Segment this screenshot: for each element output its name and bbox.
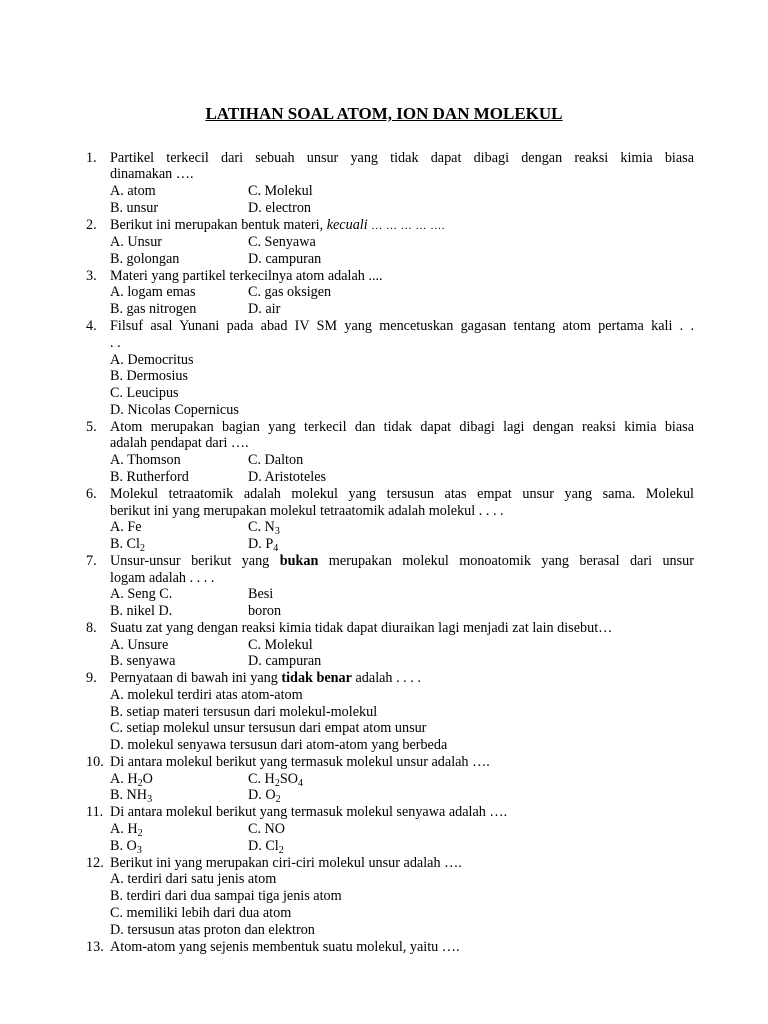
question-text: Pernyataan di bawah ini yang tidak benar adalah . . . . xyxy=(110,670,421,686)
question-number: 7. xyxy=(86,553,97,569)
answer-option: A. molekul terdiri atas atom-atom xyxy=(110,687,303,703)
question-number: 8. xyxy=(86,620,97,636)
answer-option: B. nikel D. xyxy=(110,603,173,619)
answer-option: B. senyawa xyxy=(110,653,176,669)
answer-option: B. setiap materi tersusun dari molekul-molekul xyxy=(110,704,378,720)
answer-option: D. campuran xyxy=(248,653,322,669)
question-text: Molekul tetraatomik adalah molekul yang tersusun atas empat unsur yang sama. Molekul xyxy=(110,486,694,502)
question-number: 3. xyxy=(86,268,97,284)
answer-option: B. $O_3$ xyxy=(110,838,142,856)
question-text: . . xyxy=(110,335,121,351)
answer-option: C. NO xyxy=(248,821,286,837)
answer-option: C. $H_2SO_4$ xyxy=(248,771,303,789)
answer-option: B. $NH_3$ xyxy=(110,787,153,805)
answer-option: A. terdiri dari satu jenis atom xyxy=(110,871,277,887)
page-title: LATIHAN SOAL ATOM, ION DAN MOLEKUL xyxy=(205,104,563,123)
answer-option: A. Unsur xyxy=(110,234,163,250)
answer-option: B. gas nitrogen xyxy=(110,301,197,317)
answer-option: A. $H_2O$ xyxy=(110,771,153,789)
answer-option: Besi xyxy=(248,586,274,602)
answer-option: C. Senyawa xyxy=(248,234,316,250)
question-text: Berikut ini merupakan bentuk materi, kecuali … … … … …. xyxy=(110,217,445,233)
answer-option: C. Leucipus xyxy=(110,385,179,401)
answer-option: B. golongan xyxy=(110,251,180,267)
question-text: Filsuf asal Yunani pada abad IV SM yang mencetuskan gagasan tentang atom pertama kali . . xyxy=(110,318,694,334)
question-text: Berikut ini yang merupakan ciri-ciri molekul unsur adalah …. xyxy=(110,855,462,871)
question-number: 11. xyxy=(86,804,104,820)
answer-option: C. Dalton xyxy=(248,452,304,468)
question-text: dinamakan …. xyxy=(110,166,194,182)
question-number: 5. xyxy=(86,419,97,435)
question-text: berikut ini yang merupakan molekul tetraatomik adalah molekul . . . . xyxy=(110,503,504,519)
answer-option: A. Unsure xyxy=(110,637,169,653)
answer-option: A. logam emas xyxy=(110,284,196,300)
answer-option: D. Aristoteles xyxy=(248,469,327,485)
question-number: 4. xyxy=(86,318,97,334)
answer-option: D. $O_2$ xyxy=(248,787,281,805)
answer-option: A. Seng C. xyxy=(110,586,173,602)
question-text: Partikel terkecil dari sebuah unsur yang tidak dapat dibagi dengan reaksi kimia biasa xyxy=(110,150,694,166)
answer-option: B. $Cl_2$ xyxy=(110,536,145,554)
question-text: Materi yang partikel terkecilnya atom adalah .... xyxy=(110,268,383,284)
answer-option: C. gas oksigen xyxy=(248,284,332,300)
answer-option: A. atom xyxy=(110,183,156,199)
question-text: Atom merupakan bagian yang terkecil dan tidak dapat dibagi lagi dengan reaksi kimia biasa xyxy=(110,419,694,435)
answer-option: D. tersusun atas proton dan elektron xyxy=(110,922,315,938)
answer-option: B. Rutherford xyxy=(110,469,189,485)
answer-option: B. unsur xyxy=(110,200,159,216)
question-text: logam adalah . . . . xyxy=(110,570,215,586)
answer-option: A. Thomson xyxy=(110,452,181,468)
answer-option: B. terdiri dari dua sampai tiga jenis atom xyxy=(110,888,342,904)
question-text: Di antara molekul berikut yang termasuk molekul senyawa adalah …. xyxy=(110,804,508,820)
question-text: adalah pendapat dari …. xyxy=(110,435,249,451)
question-text: Suatu zat yang dengan reaksi kimia tidak dapat diuraikan lagi menjadi zat lain disebut… xyxy=(110,620,613,636)
answer-option: C. setiap molekul unsur tersusun dari empat atom unsur xyxy=(110,720,427,736)
answer-option: C. memiliki lebih dari dua atom xyxy=(110,905,292,921)
answer-option: D. electron xyxy=(248,200,312,216)
answer-option: C. $N_3$ xyxy=(248,519,280,537)
question-number: 1. xyxy=(86,150,97,166)
answer-option: B. Dermosius xyxy=(110,368,189,384)
question-number: 10. xyxy=(86,754,104,770)
answer-option: C. Molekul xyxy=(248,183,313,199)
answer-option: D. $P_4$ xyxy=(248,536,279,554)
question-number: 12. xyxy=(86,855,104,871)
question-number: 13. xyxy=(86,939,104,955)
question-number: 6. xyxy=(86,486,97,502)
question-number: 2. xyxy=(86,217,97,233)
answer-option: D. campuran xyxy=(248,251,322,267)
answer-option: D. $Cl_2$ xyxy=(248,838,284,856)
answer-option: boron xyxy=(248,603,282,619)
answer-option: A. $H_2$ xyxy=(110,821,143,839)
answer-option: D. Nicolas Copernicus xyxy=(110,402,239,418)
answer-option: A. Fe xyxy=(110,519,142,535)
answer-option: D. air xyxy=(248,301,281,317)
answer-option: C. Molekul xyxy=(248,637,313,653)
question-text: Atom-atom yang sejenis membentuk suatu molekul, yaitu …. xyxy=(110,939,460,955)
question-text: Di antara molekul berikut yang termasuk molekul unsur adalah …. xyxy=(110,754,490,770)
answer-option: D. molekul senyawa tersusun dari atom-atom yang berbeda xyxy=(110,737,448,753)
question-number: 9. xyxy=(86,670,97,686)
answer-option: A. Democritus xyxy=(110,352,194,368)
question-text: Unsur-unsur berikut yang bukan merupakan molekul monoatomik yang berasal dari unsur xyxy=(110,553,694,569)
